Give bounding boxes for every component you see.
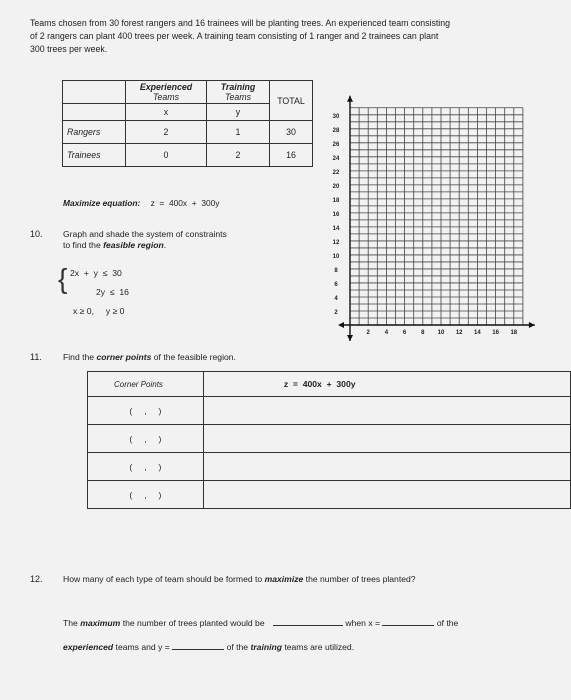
- answer-line-1: The maximum the number of trees planted would be when x = of the: [63, 618, 459, 628]
- x-value-blank[interactable]: [382, 616, 434, 626]
- x-tick-label: 6: [402, 330, 407, 336]
- y-tick-label: 10: [332, 253, 340, 260]
- x-tick-label: 2: [366, 330, 370, 336]
- y-tick-label: 18: [332, 197, 340, 204]
- teams-table: [62, 80, 313, 167]
- system-brace: {: [58, 263, 68, 294]
- x-tick-labels: [367, 330, 518, 336]
- question-11-number: 11.: [30, 352, 42, 362]
- coordinate-grid[interactable]: [325, 60, 565, 350]
- y-axis-arrow-up: [347, 96, 353, 102]
- y-tick-label: 6: [334, 281, 338, 288]
- y-value-blank[interactable]: [172, 640, 224, 650]
- z-value-3[interactable]: [203, 453, 570, 481]
- x-tick-label: 4: [384, 330, 389, 336]
- table-corner-cell: [63, 81, 126, 104]
- question-12-number: 12.: [30, 574, 43, 584]
- y-tick-label: 2: [334, 309, 338, 316]
- constraint-3: x ≥ 0, y ≥ 0: [73, 306, 125, 316]
- trainees-train: 2: [207, 144, 270, 167]
- maximize-equation: [63, 198, 219, 208]
- y-tick-label: 8: [334, 267, 338, 274]
- y-tick-labels: [333, 114, 340, 316]
- trainees-exp: 0: [126, 144, 207, 167]
- var-x: x: [126, 104, 207, 121]
- x-tick-label: 14: [474, 330, 481, 336]
- x-axis-arrow-right: [529, 322, 535, 328]
- y-tick-label: 26: [332, 141, 340, 148]
- max-trees-blank[interactable]: [273, 616, 343, 626]
- constraint-2: 2y ≤ 16: [96, 287, 129, 297]
- table-blank-cell: [63, 104, 126, 121]
- row-label-trainees: Trainees: [63, 144, 126, 167]
- y-tick-label: 4: [334, 295, 338, 302]
- experienced-header: Experienced Teams: [126, 81, 207, 104]
- z-value-header: z = 400x + 300y: [203, 372, 570, 397]
- y-tick-label: 12: [332, 239, 340, 246]
- answer-line-2: experienced teams and y = of the training teams are utilized.: [63, 642, 355, 652]
- y-tick-label: 14: [332, 225, 340, 232]
- maximize-label: Maximize equation:: [63, 198, 141, 208]
- grid-lines: [350, 108, 523, 325]
- rangers-total: 30: [270, 121, 313, 144]
- x-tick-label: 12: [455, 330, 463, 336]
- corner-points-table: [87, 371, 571, 509]
- x-tick-label: 8: [421, 330, 425, 336]
- objective-function: z = 400x + 300y: [150, 198, 220, 208]
- corner-point-1[interactable]: ( , ): [88, 397, 204, 425]
- corner-points-header: Corner Points: [88, 372, 204, 397]
- y-tick-label: 28: [332, 127, 340, 134]
- corner-point-3[interactable]: ( , ): [88, 453, 204, 481]
- z-value-2[interactable]: [203, 425, 570, 453]
- question-12-text: How many of each type of team should be formed to maximize the number of trees planted?: [63, 574, 416, 584]
- q10-line-1: Graph and shade the system of constraints: [63, 229, 227, 239]
- x-tick-label: 18: [510, 330, 518, 336]
- y-tick-label: 22: [332, 169, 340, 176]
- y-tick-label: 24: [332, 155, 340, 162]
- corner-point-2[interactable]: ( , ): [88, 425, 204, 453]
- corner-point-4[interactable]: ( , ): [88, 481, 204, 509]
- intro-line-1: Teams chosen from 30 forest rangers and 16 trainees will be planting trees. An experienced team consisting: [30, 18, 451, 28]
- var-y: y: [207, 104, 270, 121]
- z-value-4[interactable]: [203, 481, 570, 509]
- rangers-train: 1: [207, 121, 270, 144]
- constraint-1: 2x + y ≤ 30: [70, 268, 122, 278]
- rangers-exp: 2: [126, 121, 207, 144]
- question-10-text: [63, 229, 227, 251]
- question-11-text: Find the corner points of the feasible region.: [63, 352, 236, 362]
- total-header: TOTAL: [270, 81, 313, 121]
- x-axis-arrow-left: [338, 322, 344, 328]
- y-tick-label: 20: [332, 183, 340, 190]
- trainees-total: 16: [270, 144, 313, 167]
- q10-line-2: to find the feasible region.: [63, 240, 167, 250]
- row-label-rangers: Rangers: [63, 121, 126, 144]
- intro-line-2: of 2 rangers can plant 400 trees per week. A training team consisting of 1 ranger and 2 trainees can plant: [30, 31, 439, 41]
- question-10-number: 10.: [30, 229, 43, 239]
- y-axis-arrow-down: [347, 335, 353, 341]
- x-tick-label: 16: [492, 330, 499, 336]
- problem-intro: [30, 17, 565, 56]
- intro-line-3: 300 trees per week.: [30, 44, 108, 54]
- y-tick-label: 16: [332, 211, 340, 218]
- y-tick-label: 30: [332, 113, 340, 120]
- z-value-1[interactable]: [203, 397, 570, 425]
- training-header: Training Teams: [207, 81, 270, 104]
- x-tick-label: 10: [437, 330, 445, 336]
